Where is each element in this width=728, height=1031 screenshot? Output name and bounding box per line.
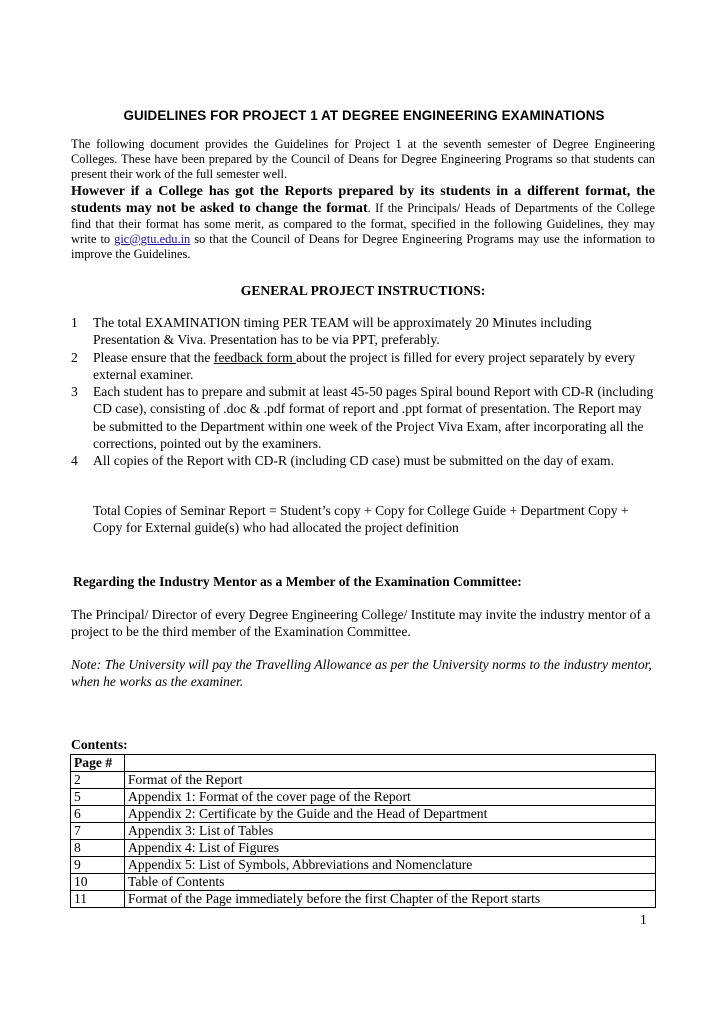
- industry-mentor-paragraph: The Principal/ Director of every Degree Engineering College/ Institute may invite the industry mentor of a project to be the third member of the Examination Committee.: [71, 607, 651, 640]
- table-row: [71, 772, 656, 789]
- page-cell: 5: [71, 789, 125, 806]
- page-cell: 6: [71, 806, 125, 823]
- intro-text: The following document provides the Guidelines for Project 1 at the seventh semester of Degree Engineering Colleges. These have been prepared by the Council of Deans for Degree Engineering Programs so that students can present their work of the full semester well.: [71, 137, 655, 182]
- instruction-text: Please ensure that the: [93, 349, 214, 365]
- contents-header-row: [71, 755, 656, 772]
- intro-text-continued: . If the Principals/ Heads of Departments of the College find that their format has some merit, as compared to the format, specified in the following Guidelines, they may write to: [71, 200, 655, 246]
- page-cell: 8: [71, 840, 125, 857]
- industry-mentor-heading: Regarding the Industry Mentor as a Member of the Examination Committee:: [73, 574, 522, 589]
- page-column-header: Page #: [71, 755, 125, 772]
- instruction-item: [71, 314, 655, 349]
- item-cell: Format of the Page immediately before the first Chapter of the Report starts: [125, 891, 656, 908]
- instruction-text: about the project is filled for every project separately by every external examiner.: [93, 349, 636, 382]
- contents-table: [70, 754, 656, 908]
- instruction-number: 2: [71, 349, 78, 365]
- item-cell: Appendix 5: List of Symbols, Abbreviations and Nomenclature: [125, 857, 656, 874]
- allowance-note: Note: The University will pay the Travelling Allowance as per the University norms to the industry mentor, when he works as the examiner.: [71, 657, 652, 690]
- instruction-text: Each student has to prepare and submit at least 45-50 pages Spiral bound Report with CD-R (including CD case), consisting of .doc & .pdf format of report and .ppt format of presentation. The Report may be submitted to the Department within one week of the Project Viva Exam, after incorporating all the corrections, pointed out by the examiners.: [93, 384, 654, 452]
- page-cell: 10: [71, 874, 125, 891]
- instruction-text: All copies of the Report with CD-R (including CD case) must be submitted on the day of exam.: [93, 453, 614, 469]
- instruction-item: [71, 349, 655, 384]
- intro-bold-statement: However if a College has got the Reports prepared by its students in a different format, the students may not be asked to change the format: [71, 182, 655, 216]
- item-cell: Table of Contents: [125, 874, 656, 891]
- copies-note: Total Copies of Seminar Report = Student’s copy + Copy for College Guide + Department Copy + Copy for External guide(s) who had allocated the project definition: [93, 503, 629, 536]
- page-number: 1: [640, 912, 647, 927]
- page-cell: 9: [71, 857, 125, 874]
- intro-paragraph: [71, 137, 655, 262]
- document-title: GUIDELINES FOR PROJECT 1 AT DEGREE ENGINEERING EXAMINATIONS: [123, 108, 605, 123]
- general-instructions-heading: GENERAL PROJECT INSTRUCTIONS:: [240, 283, 486, 298]
- item-cell: Appendix 1: Format of the cover page of the Report: [125, 789, 656, 806]
- page-cell: 7: [71, 823, 125, 840]
- table-row: [71, 840, 656, 857]
- page-cell: 2: [71, 772, 125, 789]
- instruction-number: 4: [71, 453, 78, 469]
- table-row: [71, 789, 656, 806]
- email-link[interactable]: gic@gtu.edu.in: [114, 231, 191, 246]
- instruction-number: 1: [71, 315, 78, 330]
- table-row: [71, 891, 656, 908]
- intro-text-end: so that the Council of Deans for Degree Engineering Programs may use the information to improve the Guidelines.: [71, 231, 656, 262]
- table-row: [71, 874, 656, 891]
- item-column-header: [125, 755, 656, 772]
- contents-heading: Contents:: [71, 737, 128, 752]
- instruction-item: [71, 383, 655, 452]
- table-row: [71, 823, 656, 840]
- table-row: [71, 857, 656, 874]
- feedback-form-link[interactable]: feedback form: [213, 349, 297, 365]
- instruction-item: [71, 452, 655, 469]
- item-cell: Appendix 4: List of Figures: [125, 840, 656, 857]
- item-cell: Format of the Report: [125, 772, 656, 789]
- instruction-number: 3: [71, 384, 78, 400]
- item-cell: Appendix 2: Certificate by the Guide and the Head of Department: [125, 806, 656, 823]
- item-cell: Appendix 3: List of Tables: [125, 823, 656, 840]
- instructions-list: [71, 314, 655, 470]
- table-row: [71, 806, 656, 823]
- page-cell: 11: [71, 891, 125, 908]
- instruction-text: The total EXAMINATION timing PER TEAM will be approximately 20 Minutes including Presentation & Viva. Presentation has to be via PPT, preferably.: [93, 315, 592, 348]
